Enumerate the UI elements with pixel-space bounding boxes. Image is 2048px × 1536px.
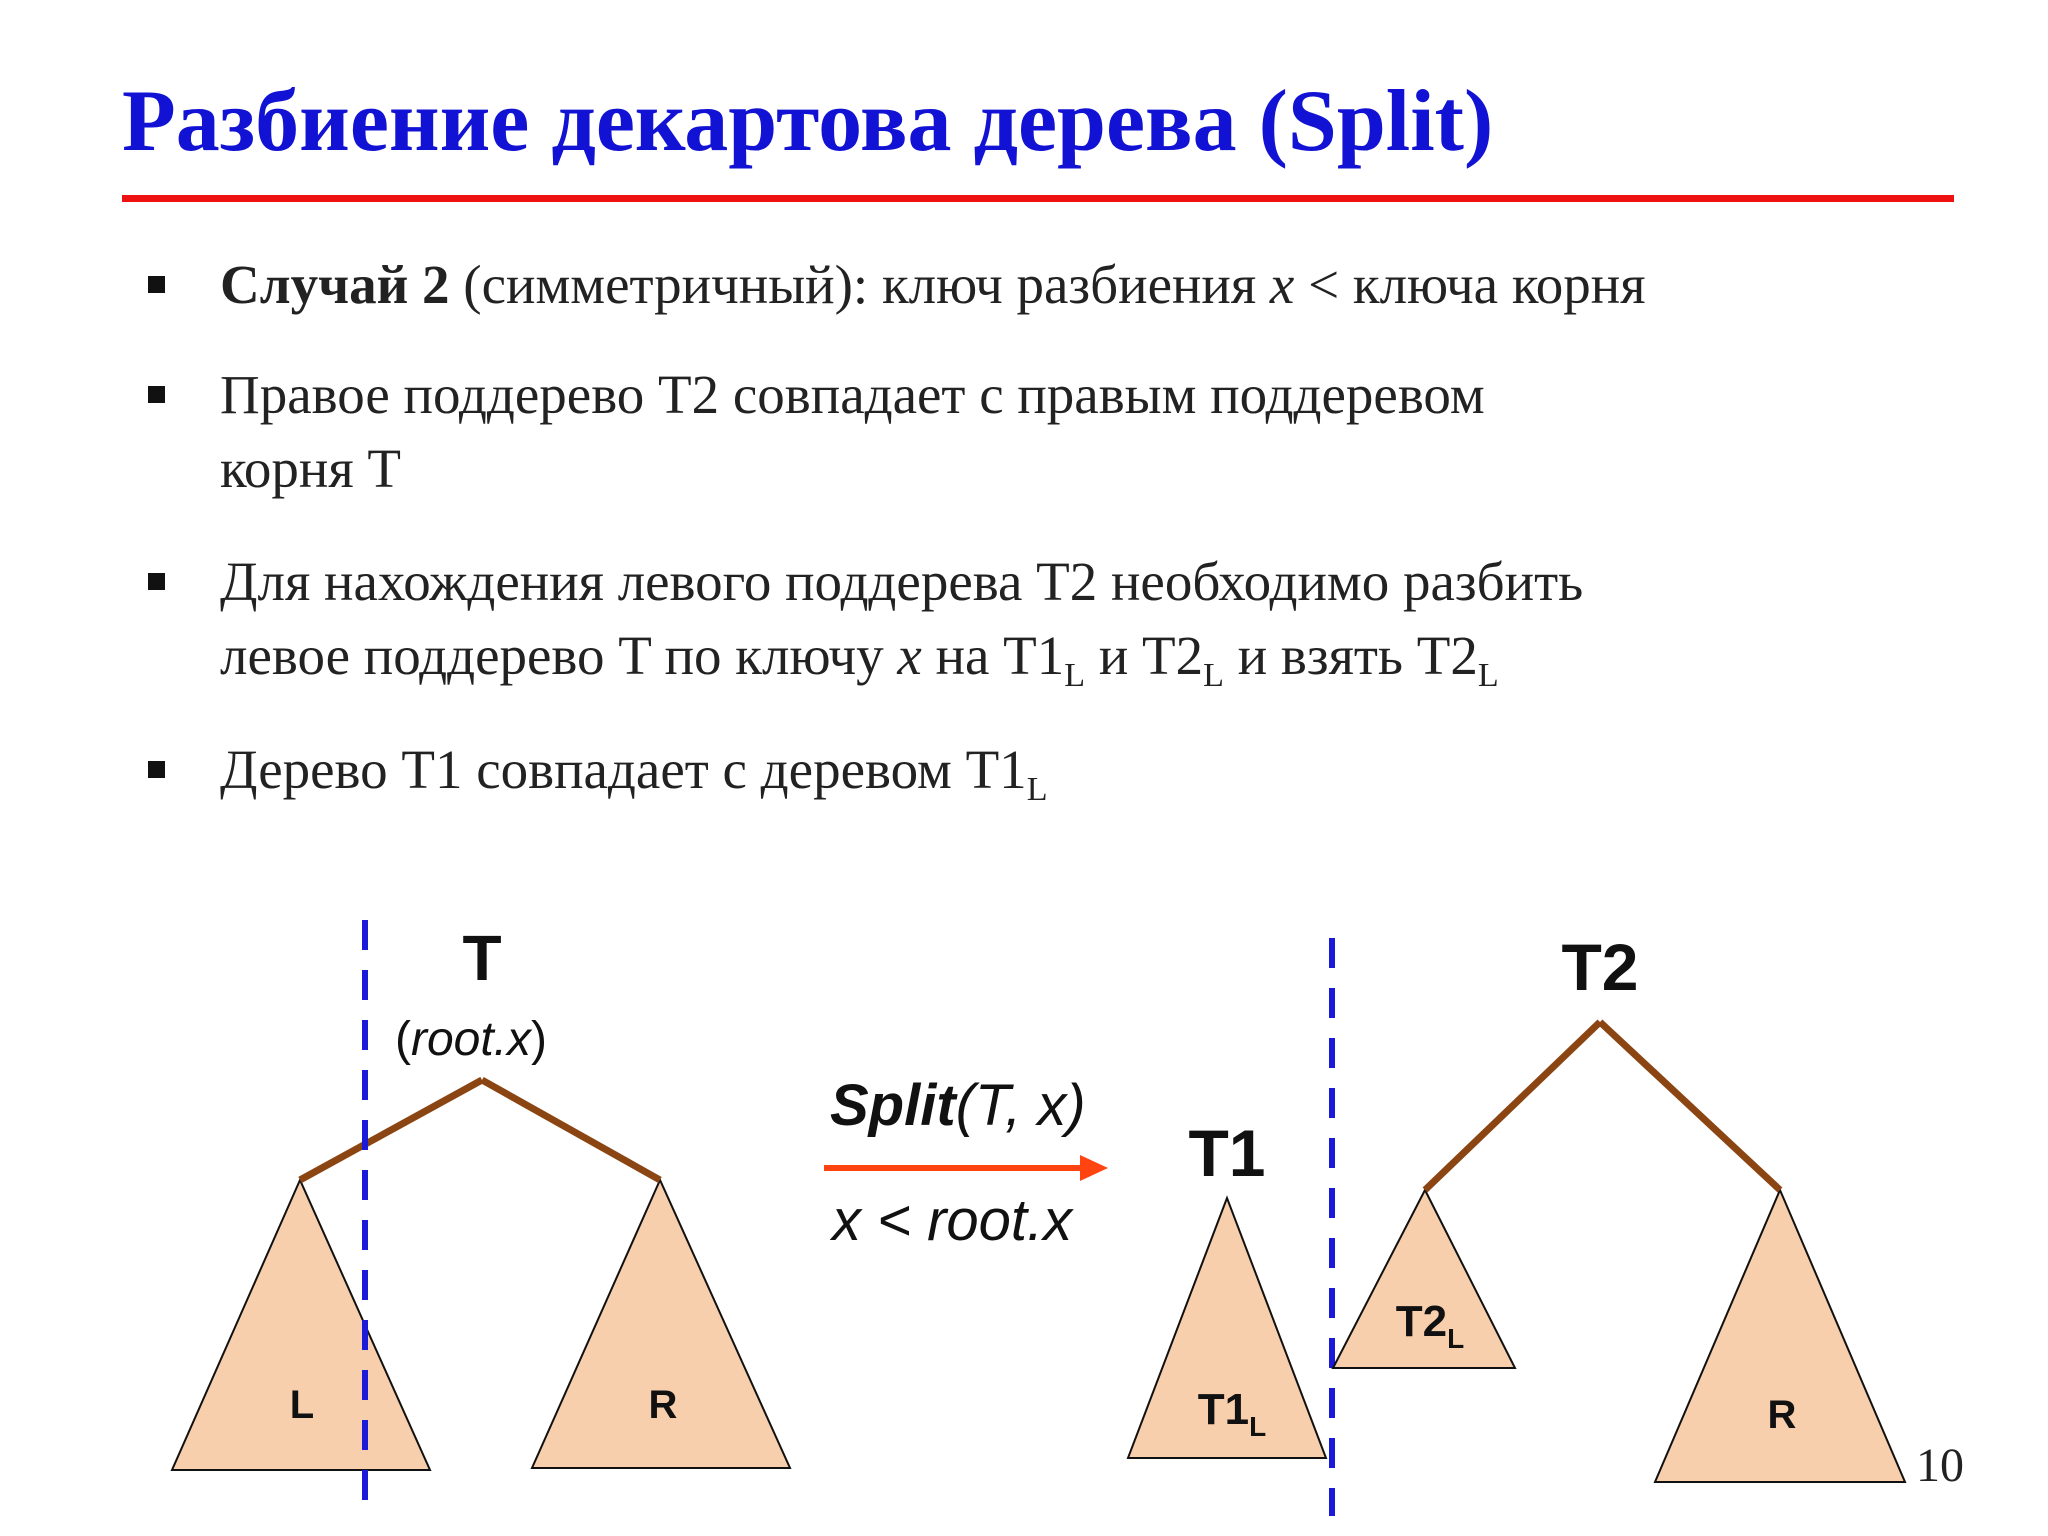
tree-t-label: T bbox=[462, 922, 502, 994]
split-operation bbox=[824, 1073, 1108, 1253]
tree-t2-label: T2 bbox=[1561, 930, 1639, 1004]
arrow-right-icon bbox=[1080, 1155, 1108, 1181]
tree-t1-label: T1 bbox=[1188, 1116, 1266, 1190]
tree-t1 bbox=[1128, 938, 1332, 1516]
slide-number: 10 bbox=[1916, 1439, 1964, 1492]
tree-t bbox=[172, 920, 790, 1500]
subtree-r-label-t2: R bbox=[1767, 1393, 1797, 1437]
text-run: корня T bbox=[220, 438, 402, 499]
text-run: и T2 bbox=[1085, 625, 1204, 686]
subscript-run: L bbox=[1064, 656, 1086, 694]
text-run: Правое поддерево T2 совпадает с правым поддеревом bbox=[220, 364, 1485, 425]
tree-t2 bbox=[1333, 930, 1905, 1482]
subtree-l-label: L bbox=[289, 1383, 315, 1427]
slide-title: Разбиение декартова дерева (Split) bbox=[122, 73, 1494, 170]
text-run: < ключа корня bbox=[1294, 254, 1646, 315]
subscript-run: L bbox=[1203, 656, 1224, 694]
root-key-label: (root.x) bbox=[395, 1013, 548, 1066]
split-call-label: Split(T, x) bbox=[830, 1073, 1086, 1138]
subtree-r-label: R bbox=[648, 1383, 678, 1427]
text-run: x bbox=[897, 625, 922, 686]
split-condition-label: x < root.x bbox=[832, 1188, 1073, 1253]
text-run: левое поддерево T по ключу bbox=[220, 625, 898, 686]
text-run: Дерево T1 совпадает с деревом T1 bbox=[220, 739, 1027, 800]
edge-root-right bbox=[482, 1080, 660, 1180]
text-run: x bbox=[1269, 254, 1295, 315]
edge-t2-left bbox=[1425, 1022, 1600, 1190]
subtree-t1l-label: $T1_L$ bbox=[1197, 1385, 1267, 1442]
text-run: на T1 bbox=[921, 625, 1065, 686]
subscript-run: L bbox=[1477, 656, 1499, 694]
text-run: Для нахождения левого поддерева T2 необходимо разбить bbox=[220, 551, 1584, 612]
edge-root-left bbox=[300, 1080, 482, 1180]
text-run: и взять T2 bbox=[1223, 625, 1478, 686]
edge-t2-right bbox=[1600, 1022, 1780, 1190]
subtree-r-triangle-t2 bbox=[1655, 1190, 1905, 1482]
text-run: (симметричный): ключ разбиения bbox=[449, 254, 1270, 315]
subtree-t2l-label: $T2_L$ bbox=[1395, 1297, 1465, 1354]
subscript-run: L bbox=[1026, 770, 1048, 808]
text-run: Случай 2 bbox=[220, 254, 450, 315]
